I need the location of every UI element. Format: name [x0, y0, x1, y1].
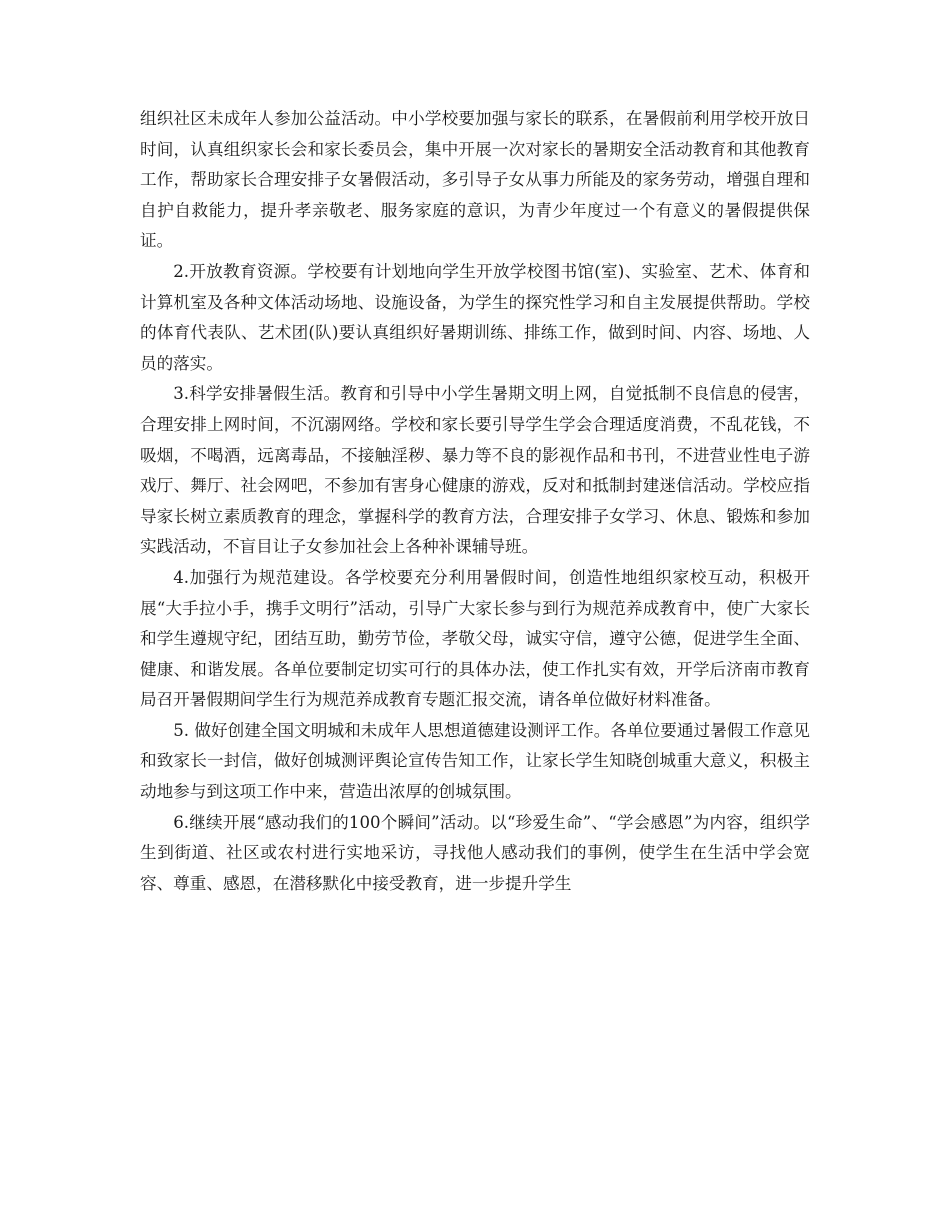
paragraph-item-5: 5. 做好创建全国文明城和未成年人思想道德建设测评工作。各单位要通过暑假工作意见和致家长一封信，做好创城测评舆论宣传告知工作，让家长学生知晓创城重大意义，积极主动地参与到这项工作中来，营造出浓厚的创城氛围。: [140, 720, 810, 802]
paragraph-item-2: 2.开放教育资源。学校要有计划地向学生开放学校图书馆(室)、实验室、艺术、体育和计算机室及各种文体活动场地、设施设备，为学生的探究性学习和自主发展提供帮助。学校的体育代表队、艺术团(队)要认真组织好暑期训练、排练工作，做到时间、内容、场地、人员的落实。: [140, 261, 810, 373]
paragraph-item-6: 6.继续开展“感动我们的100个瞬间”活动。以“珍爱生命”、“学会感恩”为内容，组织学生到街道、社区或农村进行实地采访，寻找他人感动我们的事例，使学生在生活中学会宽容、尊重、感恩，在潜移默化中接受教育，进一步提升学生: [140, 812, 810, 893]
paragraph-item-3: 3.科学安排暑假生活。教育和引导中小学生暑期文明上网，自觉抵制不良信息的侵害，合理安排上网时间，不沉溺网络。学校和家长要引导学生学会合理适度消费，不乱花钱，不吸烟，不喝酒，远离毒品，不接触淫秽、暴力等不良的影视作品和书刊，不进营业性电子游戏厅、舞厅、社会网吧，不参加有害身心健康的游戏，反对和抵制封建迷信活动。学校应指导家长树立素质教育的理念，掌握科学的教育方法，合理安排子女学习、休息、锻炼和参加实践活动，不盲目让子女参加社会上各种补课辅导班。: [140, 384, 810, 557]
paragraph-continuation: 组织社区未成年人参加公益活动。中小学校要加强与家长的联系，在暑假前利用学校开放日时间，认真组织家长会和家长委员会，集中开展一次对家长的暑期安全活动教育和其他教育工作，帮助家长合理安排子女暑假活动，多引导子女从事力所能及的家务劳动，增强自理和自护自救能力，提升孝亲敬老、服务家庭的意识，为青少年度过一个有意义的暑假提供保证。: [140, 109, 810, 251]
paragraph-item-4: 4.加强行为规范建设。各学校要充分利用暑假时间，创造性地组织家校互动，积极开展“大手拉小手，携手文明行”活动，引导广大家长参与到行为规范养成教育中，使广大家长和学生遵规守纪，团结互助，勤劳节俭，孝敬父母，诚实守信，遵守公德，促进学生全面、健康、和谐发展。各单位要制定切实可行的具体办法，使工作扎实有效，开学后济南市教育局召开暑假期间学生行为规范养成教育专题汇报交流，请各单位做好材料准备。: [140, 567, 810, 710]
